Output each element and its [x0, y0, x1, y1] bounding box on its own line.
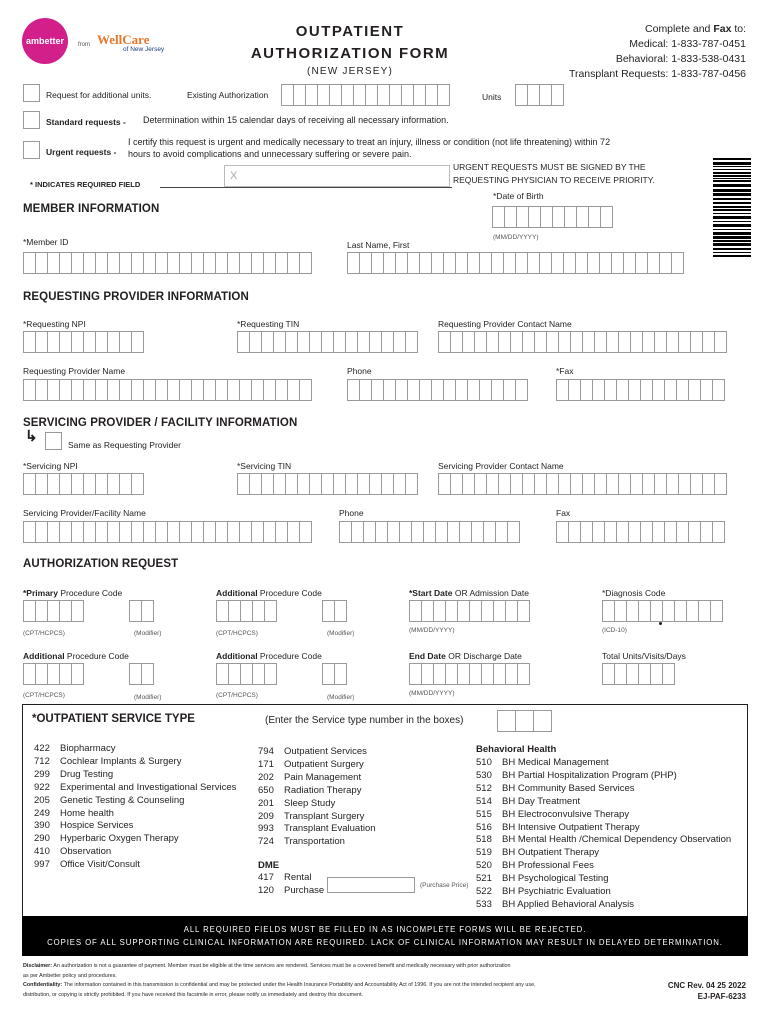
additional-modifier-boxes-2[interactable]	[129, 663, 153, 685]
service-type-label: BH Psychological Testing	[502, 873, 609, 885]
member-info-heading: MEMBER INFORMATION	[23, 203, 160, 215]
service-type-item	[258, 798, 376, 811]
service-type-code: 209	[258, 810, 274, 822]
barcode-bar	[713, 175, 751, 177]
service-type-label: Rental	[284, 872, 312, 883]
service-type-item	[476, 822, 731, 835]
barcode-bar	[713, 236, 751, 239]
service-type-item	[34, 769, 236, 782]
barcode-bar	[713, 229, 751, 230]
requesting-tin-boxes[interactable]	[237, 331, 417, 353]
bh-service-list	[476, 757, 731, 912]
fax-behavioral: Behavioral: 1-833-538-0431	[615, 53, 746, 65]
barcode-bar	[713, 172, 751, 174]
physician-signature-field[interactable]	[224, 165, 450, 187]
service-type-item	[34, 846, 236, 859]
footer-legal	[23, 962, 653, 1000]
service-type-boxes[interactable]	[497, 710, 551, 732]
additional-modifier-boxes-1[interactable]	[322, 600, 346, 622]
service-type-item	[476, 860, 731, 873]
service-type-code: 512	[476, 782, 492, 794]
additional-modifier-boxes-3[interactable]	[322, 663, 346, 685]
service-type-label: BH Psychiatric Evaluation	[502, 886, 611, 898]
dme-heading: DME	[258, 860, 280, 871]
service-type-item	[34, 820, 236, 833]
start-date-format: (MM/DD/YYYY)	[409, 627, 455, 634]
service-type-code: 299	[34, 768, 50, 780]
service-type-item	[34, 743, 236, 756]
additional-procedure-boxes-3[interactable]	[216, 663, 276, 685]
service-type-code: 724	[258, 836, 274, 848]
fax-medical: Medical: 1-833-787-0451	[629, 38, 746, 50]
barcode-bar	[713, 206, 751, 208]
service-type-code: 997	[34, 859, 50, 871]
barcode-bar	[713, 166, 751, 167]
service-type-code: 522	[476, 886, 492, 898]
barcode-bar	[713, 198, 751, 200]
service-type-code: 290	[34, 833, 50, 845]
service-type-label: BH Applied Behavioral Analysis	[502, 898, 635, 910]
service-type-label: Outpatient Surgery	[284, 758, 364, 770]
revision-date: CNC Rev. 04 25 2022	[667, 981, 746, 990]
service-type-label: BH Day Treatment	[502, 795, 581, 807]
service-type-item	[476, 847, 731, 860]
wellcare-logo-sub: of New Jersey	[123, 46, 165, 53]
existing-auth-boxes[interactable]	[281, 84, 449, 106]
service-type-heading: *OUTPATIENT SERVICE TYPE	[32, 713, 195, 725]
service-type-item	[258, 811, 376, 824]
signature-x-mark: X	[230, 170, 238, 182]
service-type-code: 202	[258, 771, 274, 783]
service-type-item	[476, 886, 731, 899]
confidentiality-2: distribution, or copying is strictly prohibited. If you have received this facsimile in error, please notify us immediately and destroy this document.	[23, 991, 364, 998]
barcode-bar	[713, 189, 751, 192]
disclaimer: Disclaimer: An authorization is not a guarantee of payment. Member must be eligible at the time services are rendered. Services must be a covered benefit and medically necessary with prior authorization	[23, 963, 511, 969]
service-type-list-1	[34, 743, 236, 872]
servicing-fax-label: Fax	[556, 508, 571, 518]
urgent-request-text-2: hours to avoid complications and unnecessary suffering or severe pain.	[128, 149, 412, 159]
service-type-code: 516	[476, 821, 492, 833]
service-type-code: 120	[258, 884, 274, 896]
service-type-code: 249	[34, 807, 50, 819]
barcode-bar	[713, 243, 751, 246]
barcode-bar	[713, 213, 751, 214]
form-title-line2: AUTHORIZATION FORM	[250, 45, 450, 62]
requesting-phone-label: Phone	[347, 366, 372, 376]
auth-request-heading: AUTHORIZATION REQUEST	[23, 558, 179, 570]
requesting-tin-label: *Requesting TIN	[237, 319, 300, 329]
requesting-provider-heading: REQUESTING PROVIDER INFORMATION	[23, 291, 249, 303]
icd-note: (ICD-10)	[602, 627, 627, 634]
additional-cpt-note-1: (CPT/HCPCS)	[216, 630, 258, 637]
end-date-boxes[interactable]	[409, 663, 529, 685]
service-type-item	[476, 834, 731, 847]
service-type-code: 514	[476, 795, 492, 807]
purchase-price-label: (Purchase Price)	[420, 882, 469, 889]
service-type-code: 510	[476, 757, 492, 768]
service-type-item	[258, 885, 324, 898]
wellcare-logo-text: WellCare	[97, 32, 150, 47]
units-boxes[interactable]	[515, 84, 563, 106]
same-as-requesting-checkbox[interactable]	[45, 432, 62, 450]
service-type-label: Outpatient Services	[284, 746, 367, 757]
service-type-code: 993	[258, 823, 274, 835]
service-type-code: 650	[258, 784, 274, 796]
servicing-provider-heading: SERVICING PROVIDER / FACILITY INFORMATION	[23, 417, 298, 429]
service-type-label: Observation	[60, 846, 112, 858]
primary-procedure-label: *Primary Procedure Code	[23, 588, 123, 598]
servicing-name-boxes[interactable]	[23, 521, 311, 543]
wellcare-logo	[97, 34, 164, 53]
dob-boxes[interactable]	[492, 206, 612, 228]
member-name-boxes[interactable]	[347, 252, 683, 274]
service-type-code: 519	[476, 847, 492, 859]
additional-units-label: Request for additional units.	[46, 90, 152, 100]
fax-transplant: Transplant Requests: 1-833-787-0456	[568, 68, 746, 80]
fax-intro: Complete and Fax to:	[645, 23, 746, 35]
requesting-contact-boxes[interactable]	[438, 331, 726, 353]
additional-modifier-note-1: (Modifier)	[327, 630, 355, 637]
service-type-code: 521	[476, 873, 492, 885]
service-type-label: BH Partial Hospitalization Program (PHP)	[502, 769, 677, 781]
barcode-bar	[713, 158, 751, 160]
standard-request-checkbox[interactable]	[23, 111, 40, 129]
banner-line-2: COPIES OF ALL SUPPORTING CLINICAL INFORMATION ARE REQUIRED. LACK OF CLINICAL INFORMATION MAY RESULT IN DELAYED DETERMINATION.	[47, 938, 723, 947]
requesting-phone-boxes[interactable]	[347, 379, 527, 401]
units-label: Units	[482, 92, 502, 102]
diagnosis-dot	[659, 622, 662, 625]
urgent-request-label: Urgent requests -	[46, 147, 117, 157]
confidentiality: Confidentiality: The information contained in this transmission is confidential and may be protected under the Health Insurance Portability and Accountability Act of 1996. If you are not the intended recipient any use,	[23, 982, 536, 988]
barcode-bar	[713, 180, 751, 182]
standard-request-label: Standard requests -	[46, 117, 126, 127]
service-type-code: 422	[34, 743, 50, 754]
servicing-contact-label: Servicing Provider Contact Name	[438, 461, 564, 471]
service-type-label: Office Visit/Consult	[60, 859, 140, 871]
service-type-code: 171	[258, 758, 274, 770]
barcode-bar	[713, 252, 751, 253]
existing-auth-label: Existing Authorization	[187, 90, 269, 100]
fax-info	[569, 22, 746, 82]
service-type-item	[258, 746, 376, 759]
servicing-phone-label: Phone	[339, 508, 364, 518]
service-type-item	[258, 759, 376, 772]
arrow-icon: ↳	[25, 428, 38, 445]
service-type-code: 201	[258, 797, 274, 809]
service-type-item	[34, 782, 236, 795]
primary-cpt-note: (CPT/HCPCS)	[23, 630, 65, 637]
service-type-item	[34, 756, 236, 769]
dob-label: *Date of Birth	[493, 191, 544, 201]
service-type-item	[258, 836, 376, 849]
service-type-label: Hospice Services	[60, 820, 134, 832]
ambetter-logo-text: ambetter	[25, 36, 64, 46]
service-type-code: 410	[34, 846, 50, 858]
requesting-npi-label: *Requesting NPI	[23, 319, 86, 329]
service-type-label: BH Mental Health /Chemical Dependency Observation	[502, 834, 732, 846]
service-type-label: Hyperbaric Oxygen Therapy	[60, 833, 179, 845]
revision-info	[668, 980, 746, 1002]
urgent-signature-note-2: REQUESTING PHYSICIAN TO RECEIVE PRIORITY.	[453, 175, 655, 185]
banner-line-1: ALL REQUIRED FIELDS MUST BE FILLED IN AS INCOMPLETE FORMS WILL BE REJECTED.	[183, 925, 587, 934]
urgent-request-text-1: I certify this request is urgent and medically necessary to treat an injury, illness or condition (not life threatening) within 72	[128, 137, 611, 147]
servicing-tin-label: *Servicing TIN	[237, 461, 292, 471]
logo-from: from	[78, 42, 90, 48]
service-type-label: Purchase	[284, 884, 325, 896]
servicing-fax-boxes[interactable]	[556, 521, 724, 543]
additional-procedure-label-1: Additional Procedure Code	[216, 588, 322, 598]
member-name-label: Last Name, First	[347, 240, 410, 250]
additional-cpt-note-3: (CPT/HCPCS)	[216, 692, 258, 699]
primary-procedure-boxes[interactable]	[23, 600, 83, 622]
service-type-item	[34, 833, 236, 846]
ambetter-logo	[22, 18, 68, 64]
service-type-item	[258, 872, 324, 885]
standard-request-text: Determination within 15 calendar days of receiving all necessary information.	[143, 115, 449, 125]
service-type-label: BH Intensive Outpatient Therapy	[502, 821, 640, 833]
requesting-fax-boxes[interactable]	[556, 379, 724, 401]
signature-line	[160, 187, 452, 188]
same-as-requesting-label: Same as Requesting Provider	[68, 440, 181, 450]
additional-modifier-note-2: (Modifier)	[134, 694, 162, 701]
service-type-code: 520	[476, 860, 492, 872]
service-type-label: BH Electroconvulsive Therapy	[502, 808, 630, 820]
urgent-signature-note-1: URGENT REQUESTS MUST BE SIGNED BY THE	[453, 162, 646, 172]
start-date-label: *Start Date OR Admission Date	[409, 588, 529, 598]
barcode-bar	[713, 209, 751, 211]
required-field-note: * INDICATES REQUIRED FIELD	[30, 180, 141, 189]
required-fields-banner	[22, 916, 748, 956]
barcode-bar	[713, 169, 751, 170]
service-type-code: 530	[476, 769, 492, 781]
primary-modifier-note: (Modifier)	[134, 630, 162, 637]
servicing-phone-boxes[interactable]	[339, 521, 519, 543]
service-type-label: Experimental and Investigational Services	[60, 781, 237, 793]
urgent-request-checkbox[interactable]	[23, 141, 40, 159]
service-type-label: Biopharmacy	[60, 743, 116, 754]
service-type-label: Transplant Evaluation	[284, 823, 376, 835]
dme-list	[258, 872, 324, 898]
diagnosis-code-boxes[interactable]	[602, 600, 722, 622]
requesting-fax-label: *Fax	[556, 366, 574, 376]
additional-modifier-note-3: (Modifier)	[327, 694, 355, 701]
form-title-line1: OUTPATIENT	[295, 23, 405, 40]
service-type-code: 518	[476, 834, 492, 846]
diagnosis-code-label: *Diagnosis Code	[602, 588, 666, 598]
service-type-label: Genetic Testing & Counseling	[60, 794, 185, 806]
service-type-label: BH Professional Fees	[502, 860, 594, 872]
form-subtitle: (NEW JERSEY)	[306, 66, 394, 77]
additional-procedure-label-2: Additional Procedure Code	[23, 651, 129, 661]
service-type-code: 794	[258, 746, 274, 757]
service-type-item	[34, 859, 236, 872]
service-type-item	[258, 823, 376, 836]
service-type-label: Transportation	[284, 836, 345, 848]
total-units-label: Total Units/Visits/Days	[602, 651, 686, 661]
member-id-label: *Member ID	[23, 237, 69, 247]
purchase-price-field[interactable]	[327, 877, 415, 893]
barcode-bar	[713, 202, 751, 204]
service-type-label: Radiation Therapy	[284, 784, 362, 796]
barcode-bar	[713, 162, 751, 165]
service-type-label: BH Medical Management	[502, 757, 609, 768]
end-date-label: End Date OR Discharge Date	[409, 651, 522, 661]
servicing-tin-boxes[interactable]	[237, 473, 417, 495]
requesting-name-boxes[interactable]	[23, 379, 311, 401]
service-type-label: Pain Management	[284, 771, 362, 783]
service-type-list-2	[258, 746, 376, 849]
service-type-item	[258, 785, 376, 798]
service-type-code: 515	[476, 808, 492, 820]
service-type-code: 390	[34, 820, 50, 832]
service-type-item	[476, 796, 731, 809]
service-type-label: BH Community Based Services	[502, 782, 635, 794]
member-id-boxes[interactable]	[23, 252, 311, 274]
servicing-name-label: Servicing Provider/Facility Name	[23, 508, 146, 518]
barcode-bar	[713, 224, 751, 227]
service-type-code: 533	[476, 898, 492, 910]
service-type-item	[476, 809, 731, 822]
barcode-bar	[713, 221, 751, 222]
requesting-npi-boxes[interactable]	[23, 331, 143, 353]
end-date-format: (MM/DD/YYYY)	[409, 690, 455, 697]
service-type-item	[476, 783, 731, 796]
service-type-label: Home health	[60, 807, 114, 819]
primary-modifier-boxes[interactable]	[129, 600, 153, 622]
additional-procedure-label-3: Additional Procedure Code	[216, 651, 322, 661]
service-type-item	[476, 899, 731, 912]
form-id: EJ-PAF-6233	[697, 992, 746, 1001]
service-type-item	[258, 772, 376, 785]
barcode-bar	[713, 193, 751, 196]
service-type-item	[34, 795, 236, 808]
barcode-bar	[713, 178, 751, 179]
service-type-label: Sleep Study	[284, 797, 336, 809]
requesting-name-label: Requesting Provider Name	[23, 366, 126, 376]
service-type-item	[34, 808, 236, 821]
disclaimer-2: as per Ambetter policy and procedures.	[23, 972, 117, 979]
barcode-bar	[713, 240, 751, 242]
additional-procedure-boxes-2[interactable]	[23, 663, 83, 685]
service-type-item	[476, 873, 731, 886]
servicing-npi-label: *Servicing NPI	[23, 461, 78, 471]
service-type-code: 712	[34, 755, 50, 767]
servicing-contact-boxes[interactable]	[438, 473, 726, 495]
service-type-label: Cochlear Implants & Surgery	[60, 755, 182, 767]
dob-format: (MM/DD/YYYY)	[493, 234, 539, 241]
total-units-boxes[interactable]	[602, 663, 674, 685]
start-date-boxes[interactable]	[409, 600, 529, 622]
service-type-code: 922	[34, 781, 50, 793]
barcode-bar	[713, 232, 751, 235]
service-type-label: Transplant Surgery	[284, 810, 365, 822]
barcode-bar	[713, 255, 751, 257]
bh-heading: Behavioral Health	[476, 744, 557, 755]
barcode-bar	[713, 248, 751, 250]
requesting-contact-label: Requesting Provider Contact Name	[438, 319, 572, 329]
barcode-bar	[713, 216, 751, 219]
service-type-item	[476, 757, 731, 770]
barcode-bar	[713, 184, 751, 187]
additional-cpt-note-2: (CPT/HCPCS)	[23, 692, 65, 699]
servicing-npi-boxes[interactable]	[23, 473, 143, 495]
service-type-code: 417	[258, 872, 274, 883]
service-type-code: 205	[34, 794, 50, 806]
additional-procedure-boxes-1[interactable]	[216, 600, 276, 622]
service-type-label: BH Outpatient Therapy	[502, 847, 599, 859]
service-type-instruction: (Enter the Service type number in the boxes)	[265, 715, 464, 726]
additional-units-checkbox[interactable]	[23, 84, 40, 102]
service-type-item	[476, 770, 731, 783]
barcode-icon	[713, 158, 751, 258]
service-type-label: Drug Testing	[60, 768, 114, 780]
